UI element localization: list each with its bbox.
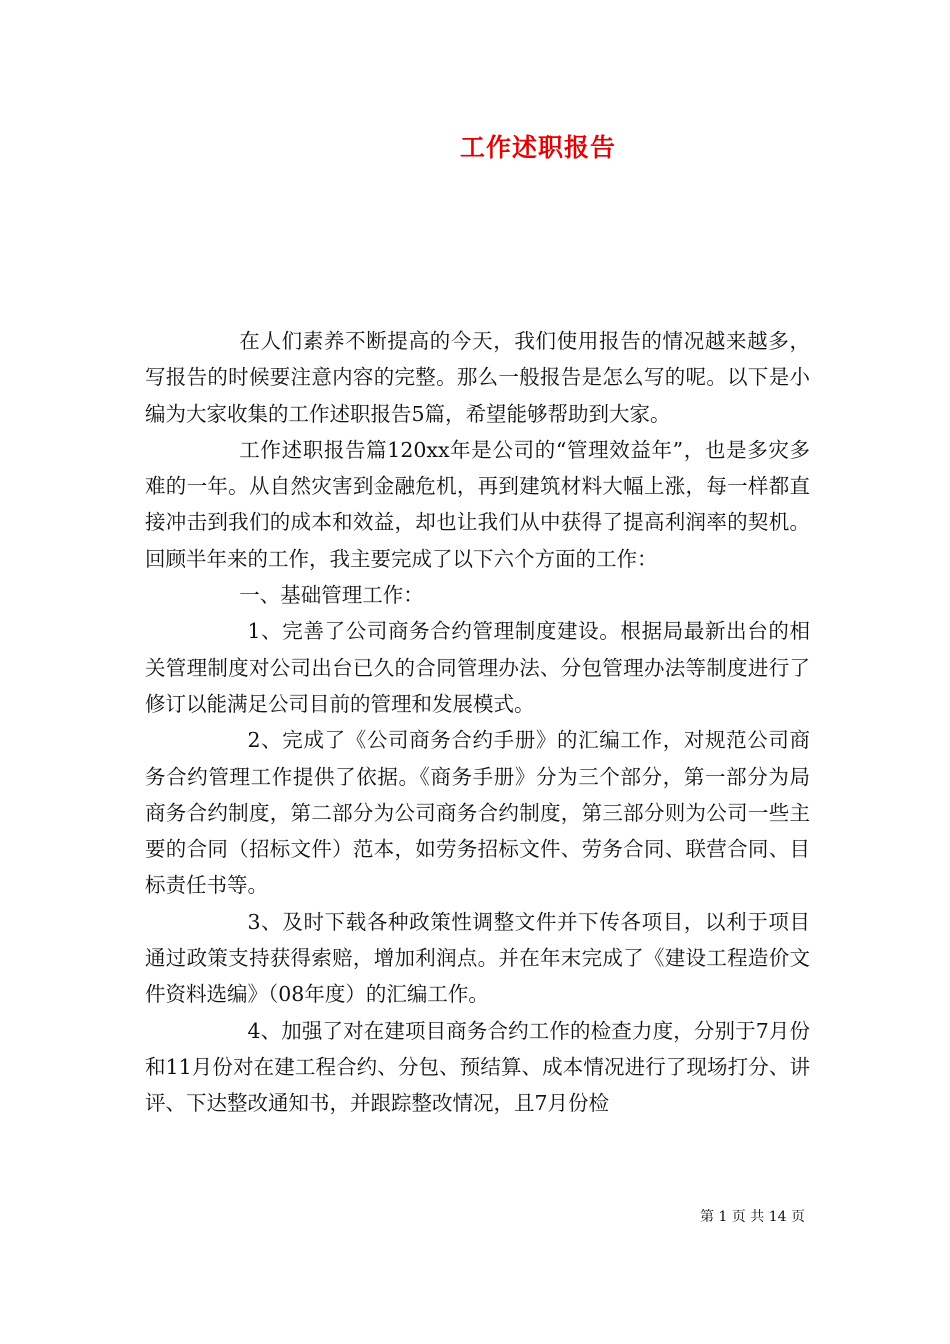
item-2-paragraph: 2、完成了《公司商务合约手册》的汇编工作，对规范公司商务合约管理工作提供了依据。《商务手册》分为三个部分，第一部分为局商务合约制度，第二部分为公司商务合约制度，第三部分则为公司一些主要的合同（招标文件）范本，如劳务招标文件、劳务合同、联营合同、目标责任书等。: [145, 728, 810, 898]
intro-paragraph: 在人们素养不断提高的今天，我们使用报告的情况越来越多，写报告的时候要注意内容的完整。那么一般报告是怎么写的呢。以下是小编为大家收集的工作述职报告5篇，希望能够帮助到大家。: [145, 329, 810, 426]
page-number: 第 1 页 共 14 页: [700, 1209, 805, 1225]
item-4-paragraph: 4、加强了对在建项目商务合约工作的检查力度，分别于7月份和11月份对在建工程合约、分包、预结算、成本情况进行了现场打分、讲评、下达整改通知书，并跟踪整改情况，且7月份检: [145, 1018, 810, 1116]
item-1-paragraph: 1、完善了公司商务合约管理制度建设。根据局最新出台的相关管理制度对公司出台已久的合同管理办法、分包管理办法等制度进行了修订以能满足公司目前的管理和发展模式。: [145, 619, 810, 716]
section-heading: 一、基础管理工作：: [239, 583, 424, 608]
report-paragraph: 工作述职报告篇120xx年是公司的“管理效益年”，也是多灾多难的一年。从自然灾害到金融危机，再到建筑材料大幅上涨，每一样都直接冲击到我们的成本和效益，却也让我们从中获得了提高利润率的契机。回顾半年来的工作，我主要完成了以下六个方面的工作：: [145, 437, 810, 571]
document-title: 工作述职报告: [460, 133, 617, 162]
document-body: [145, 323, 810, 1122]
item-3-paragraph: 3、及时下载各种政策性调整文件并下传各项目，以利于项目通过政策支持获得索赔，增加利润点。并在年末完成了《建设工程造价文件资料选编》（08年度）的汇编工作。: [145, 909, 810, 1007]
